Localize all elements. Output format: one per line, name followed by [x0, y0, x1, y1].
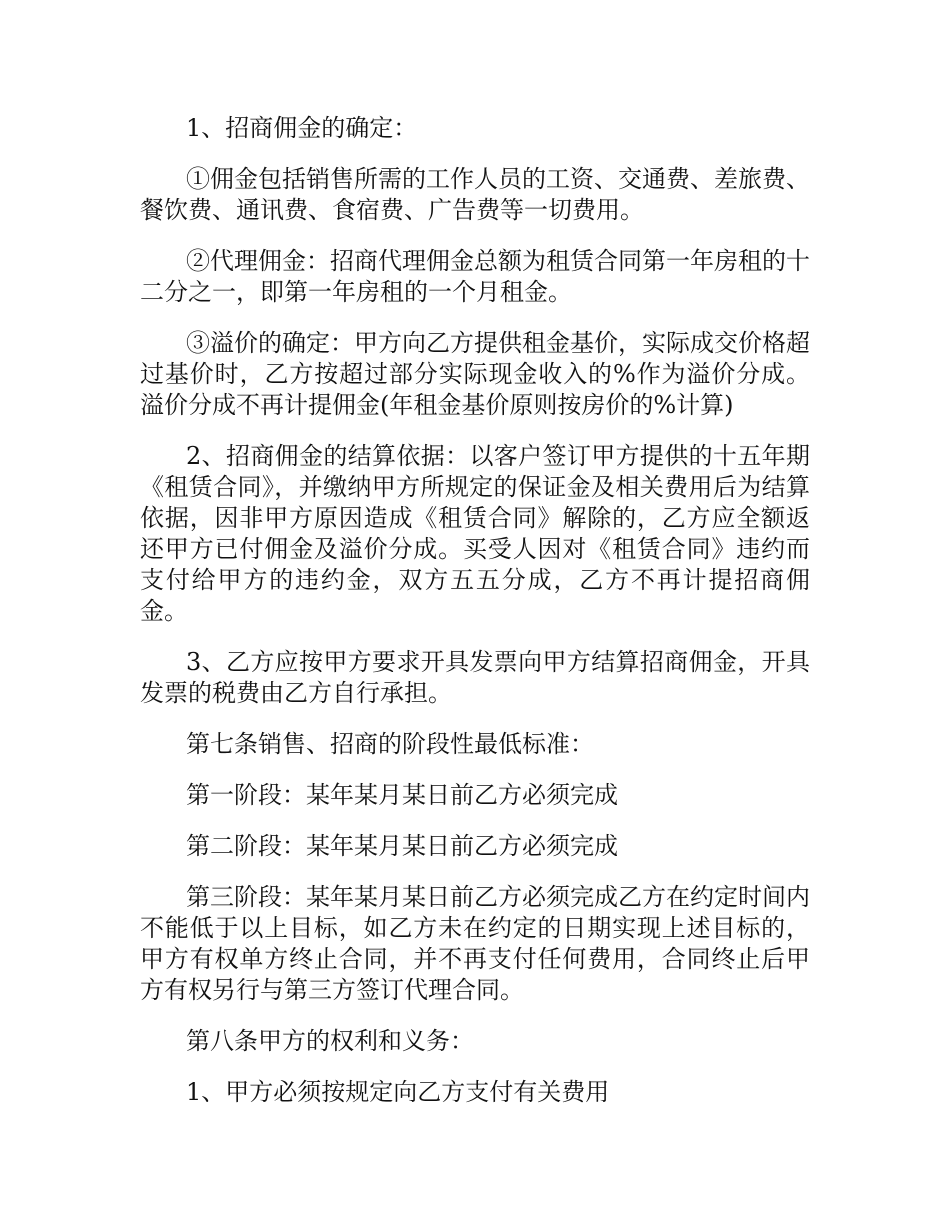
phase-two-standard: 第二阶段：某年某月某日前乙方必须完成 — [186, 832, 618, 860]
party-a-payment-obligation: 1、甲方必须按规定向乙方支付有关费用 — [186, 1078, 610, 1106]
paragraph-settlement-basis: 2、招商佣金的结算依据：以客户签订甲方提供的十五年期《租赁合同》，并缴纳甲方所规定的保证金及相关费用后为结算依据，因非甲方原因造成《租赁合同》解除的，乙方应全额返还甲方已付佣金及溢价分成。买受人因对《租赁合同》违约而支付给甲方的违约金，双方五五分成，乙方不再计提招商佣金。 — [140, 442, 810, 625]
paragraph-agency-commission: ②代理佣金：招商代理佣金总额为租赁合同第一年房租的十二分之一，即第一年房租的一个月租金。 — [140, 247, 810, 306]
paragraph-invoice-requirement: 3、乙方应按甲方要求开具发票向甲方结算招商佣金，开具发票的税费由乙方自行承担。 — [140, 648, 810, 707]
phase-three-standard: 第三阶段：某年某月某日前乙方必须完成乙方在约定时间内不能低于以上目标，如乙方未在约定的日期实现上述目标的，甲方有权单方终止合同，并不再支付任何费用，合同终止后甲方有权另行与第三方签订代理合同。 — [140, 883, 810, 1004]
article-eight-heading: 第八条甲方的权利和义务： — [186, 1027, 474, 1055]
phase-one-standard: 第一阶段：某年某月某日前乙方必须完成 — [186, 781, 618, 809]
paragraph-commission-determination-heading: 1、招商佣金的确定： — [186, 114, 418, 142]
article-seven-heading: 第七条销售、招商的阶段性最低标准： — [186, 730, 594, 758]
document-body — [140, 113, 810, 1128]
paragraph-premium-determination: ③溢价的确定：甲方向乙方提供租金基价，实际成交价格超过基价时，乙方按超过部分实际现金收入的%作为溢价分成。溢价分成不再计提佣金(年租金基价原则按房价的%计算) — [140, 329, 810, 419]
paragraph-commission-scope: ①佣金包括销售所需的工作人员的工资、交通费、差旅费、餐饮费、通讯费、食宿费、广告费等一切费用。 — [140, 165, 810, 224]
